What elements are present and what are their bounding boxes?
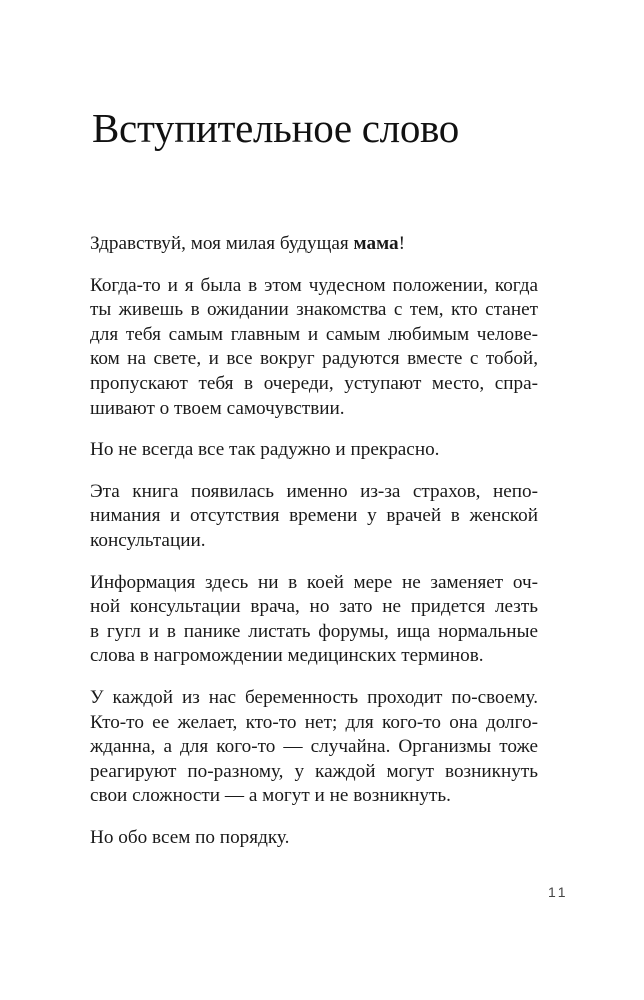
greeting-emphasis: мама	[353, 233, 399, 254]
paragraph-line: ты живешь в ожидании знакомства с тем, кто станет	[90, 299, 538, 321]
paragraph-line: Но обо всем по порядку.	[90, 826, 290, 848]
paragraph-line: реагируют по-разному, у каждой могут возникнуть	[90, 760, 538, 782]
paragraph-line: слова в нагромождении медицинских терминов.	[90, 645, 484, 667]
body-paragraph	[90, 571, 538, 669]
paragraph-line: У каждой из нас беременность проходит по-своему.	[90, 686, 538, 708]
body-text	[90, 232, 538, 867]
paragraph-line: Кто-то ее желает, кто-то нет; для кого-то она долго-	[90, 711, 538, 733]
body-paragraph	[90, 480, 538, 554]
paragraph-line: свои сложности — а могут и не возникнуть.	[90, 785, 451, 807]
body-paragraph	[90, 438, 538, 463]
greeting-suffix: !	[398, 233, 405, 254]
body-paragraph	[90, 274, 538, 422]
paragraph-line: жданна, а для кого-то — случайна. Организмы тоже	[90, 736, 538, 758]
paragraph-line: нимания и отсутствия времени у врачей в женской	[90, 505, 538, 527]
page-number: 11	[548, 884, 569, 900]
paragraph-line: Когда-то и я была в этом чудесном положении, когда	[90, 274, 538, 296]
paragraph-line: Информация здесь ни в коей мере не заменяет оч-	[90, 571, 538, 593]
greeting-paragraph	[90, 232, 538, 257]
paragraph-line: Эта книга появилась именно из-за страхов, непо-	[90, 480, 538, 502]
page-title: Вступительное слово	[92, 105, 460, 151]
body-paragraph	[90, 686, 538, 809]
paragraph-line: шивают о твоем самочувствии.	[90, 397, 345, 419]
paragraph-line: Но не всегда все так радужно и прекрасно.	[90, 439, 440, 461]
body-paragraph	[90, 826, 538, 851]
paragraph-line: для тебя самым главным и самым любимым челове-	[90, 323, 538, 345]
greeting-prefix: Здравствуй, моя милая будущая	[90, 233, 354, 254]
paragraph-line: ной консультации врача, но зато не придется лезть	[90, 596, 538, 618]
paragraph-line: в гугл и в панике листать форумы, ища нормальные	[90, 620, 538, 642]
paragraph-line: ком на свете, и все вокруг радуются вместе с тобой,	[90, 348, 538, 370]
paragraph-line	[90, 232, 538, 257]
paragraph-line: консультации.	[90, 529, 206, 551]
paragraph-line: пропускают тебя в очереди, уступают место, спра-	[90, 372, 538, 394]
paragraph-list	[90, 274, 538, 851]
